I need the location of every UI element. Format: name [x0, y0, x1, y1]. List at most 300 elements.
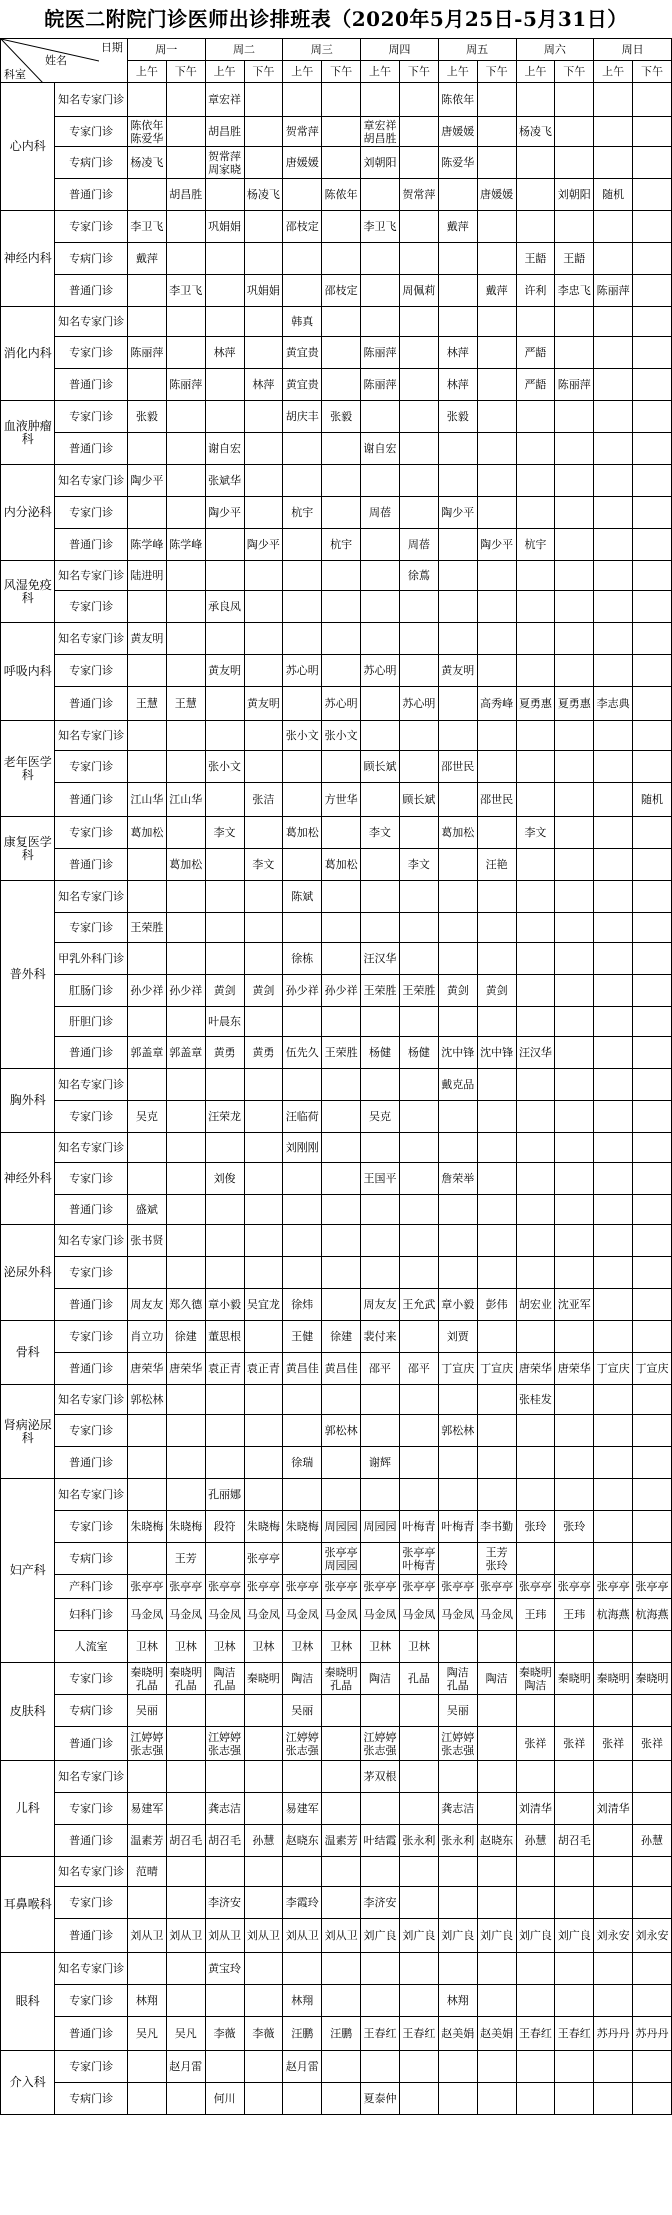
doctor-cell: [633, 433, 672, 465]
department-name: 内分泌科: [1, 465, 55, 561]
doctor-cell: [477, 1385, 516, 1415]
schedule-row: [1, 751, 672, 783]
doctor-cell: 刘广良: [555, 1919, 594, 1953]
doctor-cell: 胡昌胜: [205, 117, 244, 147]
doctor-cell: 李书勤: [477, 1511, 516, 1543]
doctor-cell: [361, 849, 400, 881]
doctor-cell: [633, 1225, 672, 1257]
schedule-row: [1, 1037, 672, 1069]
doctor-cell: [477, 83, 516, 117]
doctor-cell: [516, 401, 555, 433]
doctor-cell: 马金凤: [283, 1599, 322, 1631]
doctor-cell: [477, 369, 516, 401]
doctor-cell: 苏丹丹: [594, 2017, 633, 2051]
doctor-cell: [399, 147, 438, 179]
schedule-row: [1, 1919, 672, 1953]
doctor-cell: [477, 1953, 516, 1985]
doctor-cell: 夏泰仲: [361, 2083, 400, 2115]
doctor-cell: 苏心明: [399, 687, 438, 721]
doctor-cell: [244, 943, 283, 975]
half-day-header: 上午: [438, 61, 477, 83]
doctor-cell: [205, 1195, 244, 1225]
clinic-type: 专病门诊: [55, 243, 128, 275]
doctor-cell: [438, 849, 477, 881]
doctor-cell: [166, 1385, 205, 1415]
doctor-cell: [166, 1101, 205, 1133]
schedule-row: [1, 275, 672, 307]
doctor-cell: [205, 623, 244, 655]
doctor-cell: [516, 783, 555, 817]
doctor-cell: 朱晓梅: [127, 1511, 166, 1543]
doctor-cell: [244, 1985, 283, 2017]
doctor-cell: 王荣胜: [127, 913, 166, 943]
doctor-cell: 王慧: [127, 687, 166, 721]
doctor-cell: 周蓓: [361, 497, 400, 529]
doctor-cell: [166, 307, 205, 337]
doctor-cell: [361, 591, 400, 623]
doctor-cell: [244, 147, 283, 179]
doctor-cell: [594, 465, 633, 497]
doctor-cell: [438, 1101, 477, 1133]
doctor-cell: 李文: [205, 817, 244, 849]
doctor-cell: 李薇: [205, 2017, 244, 2051]
doctor-cell: [166, 1727, 205, 1761]
doctor-cell: [399, 1985, 438, 2017]
doctor-cell: [166, 1195, 205, 1225]
doctor-cell: 李文: [361, 817, 400, 849]
doctor-cell: [594, 529, 633, 561]
doctor-cell: 郑久德: [166, 1289, 205, 1321]
doctor-cell: 张亭亭: [516, 1575, 555, 1599]
doctor-cell: [283, 751, 322, 783]
doctor-cell: 肖立功: [127, 1321, 166, 1353]
doctor-cell: [477, 1695, 516, 1727]
clinic-type: 专家门诊: [55, 1887, 128, 1919]
doctor-cell: [166, 1793, 205, 1825]
doctor-cell: [477, 1761, 516, 1793]
doctor-cell: [244, 1257, 283, 1289]
doctor-cell: 马金凤: [205, 1599, 244, 1631]
doctor-cell: [633, 687, 672, 721]
doctor-cell: [244, 1887, 283, 1919]
doctor-cell: [438, 433, 477, 465]
doctor-cell: 承良凤: [205, 591, 244, 623]
day-header: 周六: [516, 39, 594, 61]
doctor-cell: [283, 1257, 322, 1289]
doctor-cell: [127, 943, 166, 975]
doctor-cell: [594, 817, 633, 849]
doctor-cell: [399, 117, 438, 147]
doctor-cell: 张亭亭: [244, 1575, 283, 1599]
doctor-cell: [127, 2083, 166, 2115]
schedule-row: [1, 1599, 672, 1631]
doctor-cell: 张祥: [555, 1727, 594, 1761]
doctor-cell: 卫林: [283, 1631, 322, 1663]
doctor-cell: 孙少祥: [127, 975, 166, 1007]
schedule-row: [1, 1825, 672, 1857]
doctor-cell: [633, 1069, 672, 1101]
doctor-cell: 江婷婷 张志强: [127, 1727, 166, 1761]
doctor-cell: [127, 497, 166, 529]
corner-name-label: 姓名: [45, 54, 67, 67]
doctor-cell: [594, 1825, 633, 1857]
doctor-cell: 沈亚军: [555, 1289, 594, 1321]
doctor-cell: [594, 147, 633, 179]
doctor-cell: [244, 1953, 283, 1985]
schedule-row: [1, 1289, 672, 1321]
doctor-cell: [633, 1289, 672, 1321]
doctor-cell: [594, 1985, 633, 2017]
doctor-cell: [516, 1133, 555, 1163]
doctor-cell: [516, 591, 555, 623]
doctor-cell: 杭宇: [322, 529, 361, 561]
doctor-cell: [166, 1695, 205, 1727]
doctor-cell: [516, 943, 555, 975]
doctor-cell: [594, 1069, 633, 1101]
doctor-cell: 李文: [516, 817, 555, 849]
doctor-cell: 张祥: [516, 1727, 555, 1761]
doctor-cell: [244, 1695, 283, 1727]
doctor-cell: [516, 465, 555, 497]
doctor-cell: [438, 721, 477, 751]
doctor-cell: [399, 83, 438, 117]
doctor-cell: [555, 783, 594, 817]
doctor-cell: [594, 943, 633, 975]
doctor-cell: [516, 721, 555, 751]
doctor-cell: [399, 1447, 438, 1479]
doctor-cell: 黄友明: [205, 655, 244, 687]
doctor-cell: [633, 2051, 672, 2083]
schedule-row: [1, 1257, 672, 1289]
doctor-cell: [399, 1953, 438, 1985]
doctor-cell: [283, 179, 322, 211]
doctor-cell: [166, 913, 205, 943]
doctor-cell: [205, 369, 244, 401]
doctor-cell: [594, 655, 633, 687]
clinic-type: 人流室: [55, 1631, 128, 1663]
doctor-cell: 张亭亭: [555, 1575, 594, 1599]
doctor-cell: 温素芳: [322, 1825, 361, 1857]
doctor-cell: [555, 1793, 594, 1825]
doctor-cell: 朱晓梅: [283, 1511, 322, 1543]
doctor-cell: 龚志洁: [205, 1793, 244, 1825]
clinic-type: 知名专家门诊: [55, 1133, 128, 1163]
department-name: 儿科: [1, 1761, 55, 1857]
doctor-cell: [399, 655, 438, 687]
doctor-cell: [244, 433, 283, 465]
department-name: 风湿免疫科: [1, 561, 55, 623]
clinic-type: 专家门诊: [55, 211, 128, 243]
doctor-cell: 夏勇惠: [516, 687, 555, 721]
doctor-cell: [438, 783, 477, 817]
doctor-cell: [166, 881, 205, 913]
doctor-cell: 邵世民: [438, 751, 477, 783]
doctor-cell: [244, 401, 283, 433]
doctor-cell: [633, 1793, 672, 1825]
doctor-cell: [477, 337, 516, 369]
schedule-row: [1, 2051, 672, 2083]
clinic-type: 专家门诊: [55, 751, 128, 783]
doctor-cell: 随机: [594, 179, 633, 211]
doctor-cell: [633, 591, 672, 623]
doctor-cell: [166, 337, 205, 369]
doctor-cell: [322, 1195, 361, 1225]
doctor-cell: 苏心明: [283, 655, 322, 687]
clinic-type: 专家门诊: [55, 591, 128, 623]
doctor-cell: [361, 243, 400, 275]
doctor-cell: 葛加松: [322, 849, 361, 881]
doctor-cell: 林萍: [438, 369, 477, 401]
doctor-cell: [244, 1479, 283, 1511]
clinic-type: 肛肠门诊: [55, 975, 128, 1007]
doctor-cell: 刘广良: [477, 1919, 516, 1953]
doctor-cell: 黄昌佳: [322, 1353, 361, 1385]
doctor-cell: [438, 465, 477, 497]
day-header: 周二: [205, 39, 283, 61]
doctor-cell: 丁宣庆: [477, 1353, 516, 1385]
doctor-cell: 詹荣举: [438, 1163, 477, 1195]
doctor-cell: [477, 751, 516, 783]
doctor-cell: [594, 1163, 633, 1195]
doctor-cell: [399, 211, 438, 243]
doctor-cell: [322, 913, 361, 943]
doctor-cell: [244, 243, 283, 275]
doctor-cell: [555, 1133, 594, 1163]
doctor-cell: [166, 591, 205, 623]
department-name: 心内科: [1, 83, 55, 211]
doctor-cell: [516, 1887, 555, 1919]
doctor-cell: [633, 465, 672, 497]
doctor-cell: [516, 1163, 555, 1195]
doctor-cell: [516, 2051, 555, 2083]
doctor-cell: [399, 1133, 438, 1163]
doctor-cell: [477, 913, 516, 943]
department-name: 骨科: [1, 1321, 55, 1385]
doctor-cell: 茅双根: [361, 1761, 400, 1793]
doctor-cell: [633, 369, 672, 401]
doctor-cell: [555, 497, 594, 529]
doctor-cell: 秦晓明: [244, 1663, 283, 1695]
doctor-cell: [283, 1543, 322, 1575]
doctor-cell: [205, 1447, 244, 1479]
doctor-cell: 易建军: [283, 1793, 322, 1825]
doctor-cell: [477, 1887, 516, 1919]
doctor-cell: 张永利: [438, 1825, 477, 1857]
doctor-cell: [127, 369, 166, 401]
doctor-cell: [361, 721, 400, 751]
doctor-cell: 张亭亭 周园园: [322, 1543, 361, 1575]
doctor-cell: 张毅: [438, 401, 477, 433]
doctor-cell: [399, 913, 438, 943]
doctor-cell: [633, 881, 672, 913]
doctor-cell: [555, 1447, 594, 1479]
department-name: 妇产科: [1, 1479, 55, 1663]
clinic-type: 专家门诊: [55, 2051, 128, 2083]
doctor-cell: [555, 623, 594, 655]
doctor-cell: 张亭亭: [361, 1575, 400, 1599]
doctor-cell: [477, 881, 516, 913]
doctor-cell: [166, 623, 205, 655]
doctor-cell: [127, 751, 166, 783]
doctor-cell: [127, 307, 166, 337]
doctor-cell: [322, 623, 361, 655]
doctor-cell: [633, 943, 672, 975]
doctor-cell: [516, 1447, 555, 1479]
half-day-header: 下午: [399, 61, 438, 83]
schedule-row: [1, 307, 672, 337]
doctor-cell: 邵世民: [477, 783, 516, 817]
doctor-cell: [477, 117, 516, 147]
doctor-cell: [244, 881, 283, 913]
doctor-cell: 张书贤: [127, 1225, 166, 1257]
doctor-cell: 黄昌佳: [283, 1353, 322, 1385]
day-header: 周四: [361, 39, 439, 61]
doctor-cell: [322, 2083, 361, 2115]
doctor-cell: [594, 591, 633, 623]
clinic-type: 知名专家门诊: [55, 1479, 128, 1511]
doctor-cell: 彭伟: [477, 1289, 516, 1321]
doctor-cell: [477, 1101, 516, 1133]
doctor-cell: [127, 83, 166, 117]
doctor-cell: 黄剑: [438, 975, 477, 1007]
doctor-cell: [361, 1195, 400, 1225]
doctor-cell: 贺常萍: [399, 179, 438, 211]
doctor-cell: [244, 1133, 283, 1163]
half-day-header: 下午: [322, 61, 361, 83]
schedule-row: [1, 497, 672, 529]
doctor-cell: [322, 433, 361, 465]
doctor-cell: 张斌华: [205, 465, 244, 497]
doctor-cell: [516, 2083, 555, 2115]
doctor-cell: [633, 117, 672, 147]
doctor-cell: [361, 307, 400, 337]
doctor-cell: [555, 1857, 594, 1887]
doctor-cell: 秦晓明: [633, 1663, 672, 1695]
doctor-cell: [399, 307, 438, 337]
doctor-cell: 徐栋: [283, 943, 322, 975]
doctor-cell: 葛加松: [166, 849, 205, 881]
doctor-cell: [555, 913, 594, 943]
doctor-cell: 李卫飞: [127, 211, 166, 243]
half-day-header: 下午: [244, 61, 283, 83]
schedule-row: [1, 1479, 672, 1511]
doctor-cell: [633, 147, 672, 179]
doctor-cell: [594, 401, 633, 433]
doctor-cell: [127, 655, 166, 687]
doctor-cell: 丁宣庆: [438, 1353, 477, 1385]
doctor-cell: [166, 2083, 205, 2115]
doctor-cell: [438, 881, 477, 913]
doctor-cell: [633, 1007, 672, 1037]
clinic-type: 普通门诊: [55, 783, 128, 817]
clinic-type: 普通门诊: [55, 687, 128, 721]
doctor-cell: [516, 561, 555, 591]
doctor-cell: [322, 1289, 361, 1321]
doctor-cell: [166, 943, 205, 975]
doctor-cell: 黄剑: [205, 975, 244, 1007]
doctor-cell: [594, 1289, 633, 1321]
doctor-cell: 林萍: [244, 369, 283, 401]
doctor-cell: [477, 591, 516, 623]
department-name: 普外科: [1, 881, 55, 1069]
clinic-type: 普通门诊: [55, 275, 128, 307]
clinic-type: 知名专家门诊: [55, 1069, 128, 1101]
doctor-cell: [127, 591, 166, 623]
doctor-cell: 刘广良: [399, 1919, 438, 1953]
doctor-cell: 唐荣华: [555, 1353, 594, 1385]
doctor-cell: 孙慧: [244, 1825, 283, 1857]
doctor-cell: 张祥: [594, 1727, 633, 1761]
doctor-cell: 吴丽: [283, 1695, 322, 1727]
doctor-cell: [244, 913, 283, 943]
doctor-cell: 丁宣庆: [594, 1353, 633, 1385]
doctor-cell: [127, 1447, 166, 1479]
doctor-cell: 王国平: [361, 1163, 400, 1195]
doctor-cell: [322, 211, 361, 243]
doctor-cell: [555, 1069, 594, 1101]
doctor-cell: [399, 1163, 438, 1195]
doctor-cell: [166, 1953, 205, 1985]
doctor-cell: 胡召毛: [555, 1825, 594, 1857]
doctor-cell: 王芳 张玲: [477, 1543, 516, 1575]
doctor-cell: 郭松林: [127, 1385, 166, 1415]
doctor-cell: [633, 817, 672, 849]
doctor-cell: [244, 1727, 283, 1761]
doctor-cell: [244, 561, 283, 591]
doctor-cell: [127, 1163, 166, 1195]
doctor-cell: [633, 849, 672, 881]
doctor-cell: [555, 307, 594, 337]
clinic-type: 普通门诊: [55, 2017, 128, 2051]
doctor-cell: [283, 1225, 322, 1257]
doctor-cell: 张小文: [205, 751, 244, 783]
doctor-cell: 谢自宏: [205, 433, 244, 465]
doctor-cell: [399, 1195, 438, 1225]
doctor-cell: 李志典: [594, 687, 633, 721]
doctor-cell: [205, 687, 244, 721]
doctor-cell: 王春红: [361, 2017, 400, 2051]
doctor-cell: [166, 117, 205, 147]
doctor-cell: [127, 2051, 166, 2083]
doctor-cell: 周蓓: [399, 529, 438, 561]
clinic-type: 知名专家门诊: [55, 561, 128, 591]
doctor-cell: [244, 591, 283, 623]
schedule-row: [1, 881, 672, 913]
doctor-cell: [283, 591, 322, 623]
doctor-cell: [633, 1695, 672, 1727]
department-name: 介入科: [1, 2051, 55, 2115]
doctor-cell: [205, 1985, 244, 2017]
clinic-type: 知名专家门诊: [55, 1225, 128, 1257]
schedule-row: [1, 211, 672, 243]
doctor-cell: 李济安: [361, 1887, 400, 1919]
doctor-cell: [361, 1257, 400, 1289]
doctor-cell: [594, 243, 633, 275]
department-name: 老年医学科: [1, 721, 55, 817]
doctor-cell: [555, 1385, 594, 1415]
clinic-type: 普通门诊: [55, 179, 128, 211]
doctor-cell: [555, 1037, 594, 1069]
clinic-type: 普通门诊: [55, 1727, 128, 1761]
doctor-cell: [555, 117, 594, 147]
doctor-cell: 黄宜贵: [283, 369, 322, 401]
clinic-type: 专家门诊: [55, 817, 128, 849]
doctor-cell: [477, 1069, 516, 1101]
doctor-cell: [244, 1101, 283, 1133]
day-header: 周五: [438, 39, 516, 61]
doctor-cell: [399, 1415, 438, 1447]
clinic-type: 专家门诊: [55, 1985, 128, 2017]
